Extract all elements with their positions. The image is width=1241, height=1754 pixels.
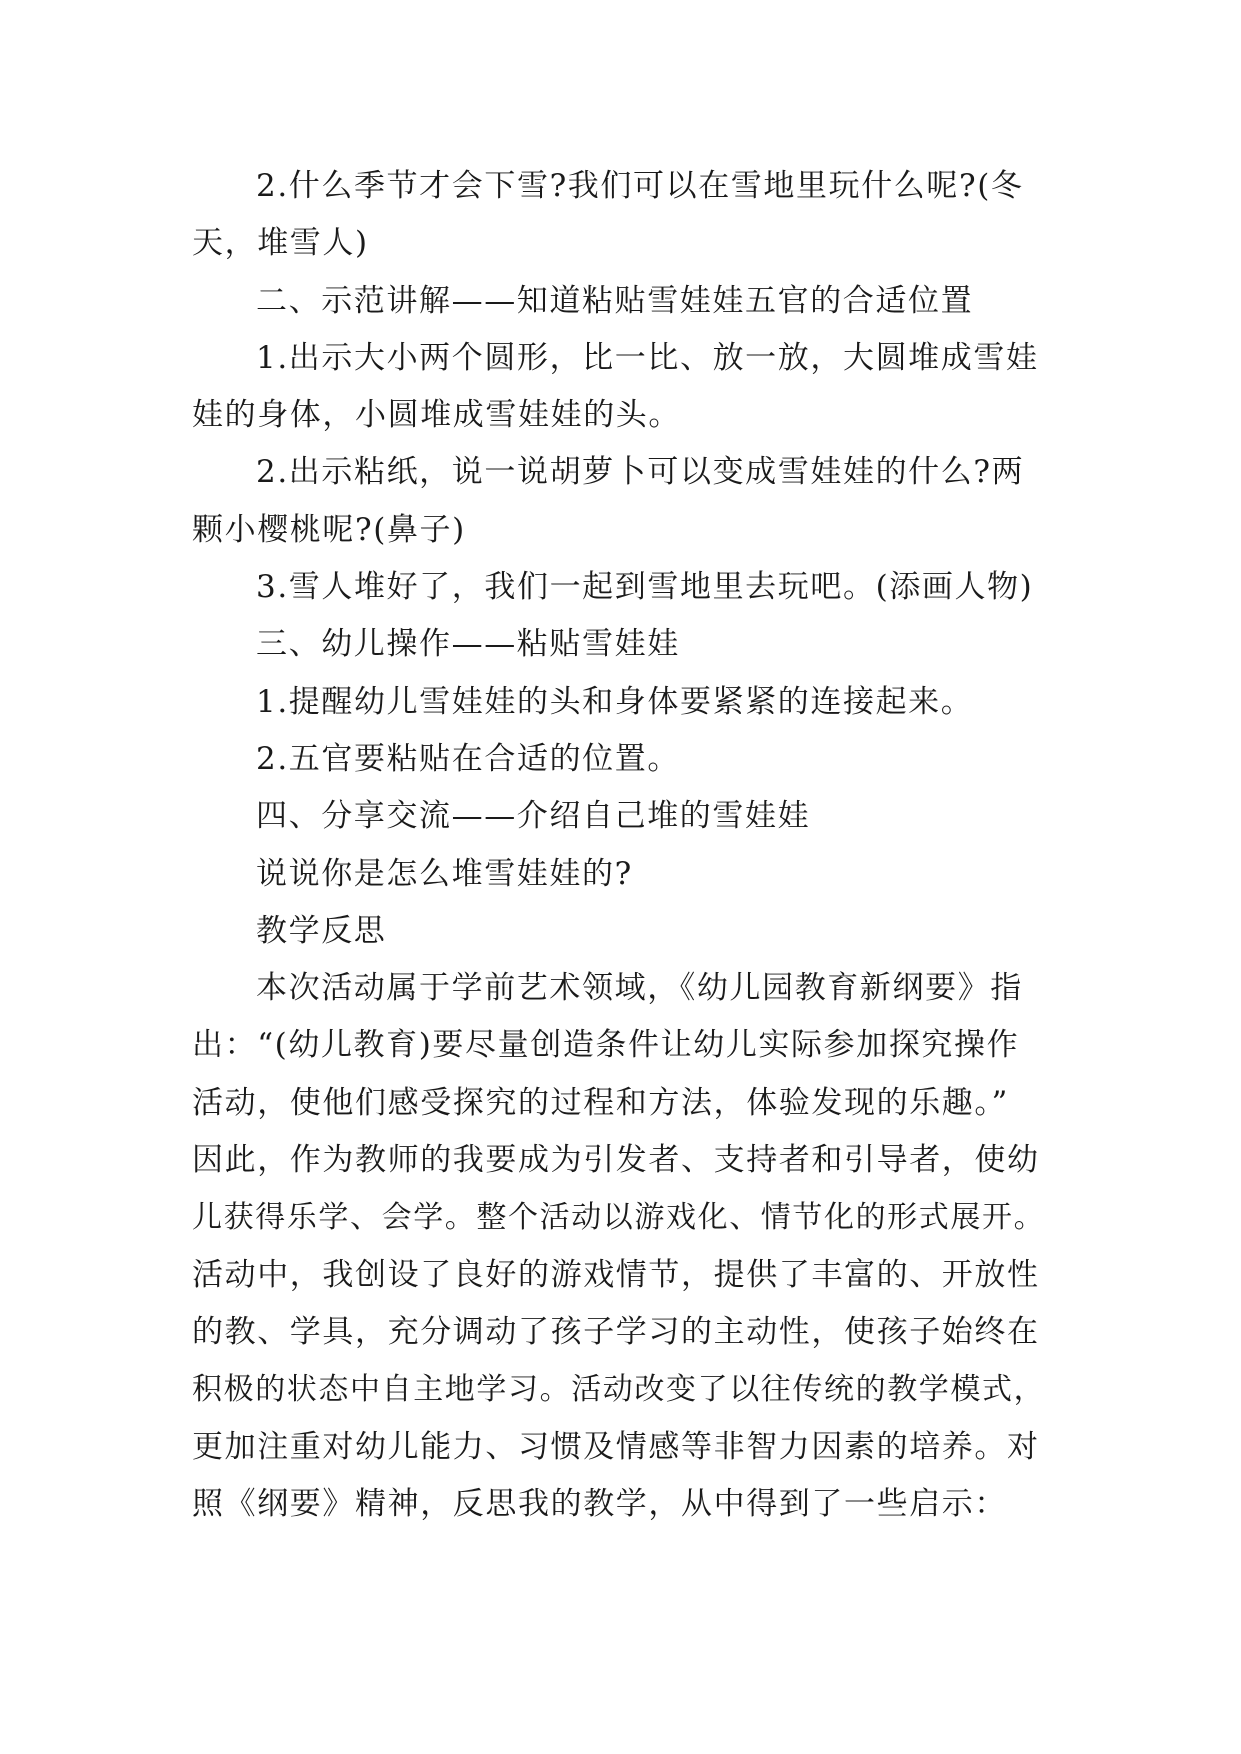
- body-line: 的教、学具，充分调动了孩子学习的主动性，使孩子始终在: [192, 1313, 1040, 1350]
- body-line: 1.提醒幼儿雪娃娃的头和身体要紧紧的连接起来。: [256, 683, 974, 720]
- body-line: 照《纲要》精神，反思我的教学，从中得到了一些启示：: [192, 1485, 1007, 1522]
- section-heading: 教学反思: [256, 912, 387, 949]
- body-line: 1.出示大小两个圆形，比一比、放一放，大圆堆成雪娃: [256, 339, 1039, 376]
- body-line: 更加注重对幼儿能力、习惯及情感等非智力因素的培养。对: [192, 1428, 1040, 1465]
- body-line: 因此，作为教师的我要成为引发者、支持者和引导者，使幼: [192, 1142, 1040, 1179]
- body-line: 2.出示粘纸，说一说胡萝卜可以变成雪娃娃的什么?两: [256, 454, 1025, 491]
- body-line: 娃的身体，小圆堆成雪娃娃的头。: [192, 397, 681, 434]
- body-line: 本次活动属于学前艺术领域，《幼儿园教育新纲要》指: [256, 970, 1023, 1007]
- section-heading: 三、幼儿操作——粘贴雪娃娃: [256, 626, 680, 663]
- body-line: 3.雪人堆好了，我们一起到雪地里去玩吧。(添画人物): [256, 569, 1034, 606]
- body-line: 出：“(幼儿教育)要尽量创造条件让幼儿实际参加探究操作: [192, 1027, 1020, 1064]
- body-line: 颗小樱桃呢?(鼻子): [192, 511, 466, 548]
- section-heading: 四、分享交流——介绍自己堆的雪娃娃: [256, 798, 811, 835]
- body-line: 2.五官要粘贴在合适的位置。: [256, 740, 680, 777]
- document-body: [192, 158, 1052, 1533]
- body-line: 活动，使他们感受探究的过程和方法，体验发现的乐趣。”: [192, 1084, 1009, 1121]
- body-line: 天，堆雪人): [192, 225, 369, 262]
- body-line: 儿获得乐学、会学。整个活动以游戏化、情节化的形式展开。: [192, 1200, 1046, 1236]
- body-line: 积极的状态中自主地学习。活动改变了以往传统的教学模式，: [192, 1372, 1046, 1408]
- body-line: 2.什么季节才会下雪?我们可以在雪地里玩什么呢?(冬: [256, 168, 1024, 204]
- body-line: 活动中，我创设了良好的游戏情节，提供了丰富的、开放性: [192, 1256, 1040, 1293]
- section-heading: 二、示范讲解——知道粘贴雪娃娃五官的合适位置: [256, 282, 974, 319]
- body-line: 说说你是怎么堆雪娃娃的?: [256, 855, 633, 892]
